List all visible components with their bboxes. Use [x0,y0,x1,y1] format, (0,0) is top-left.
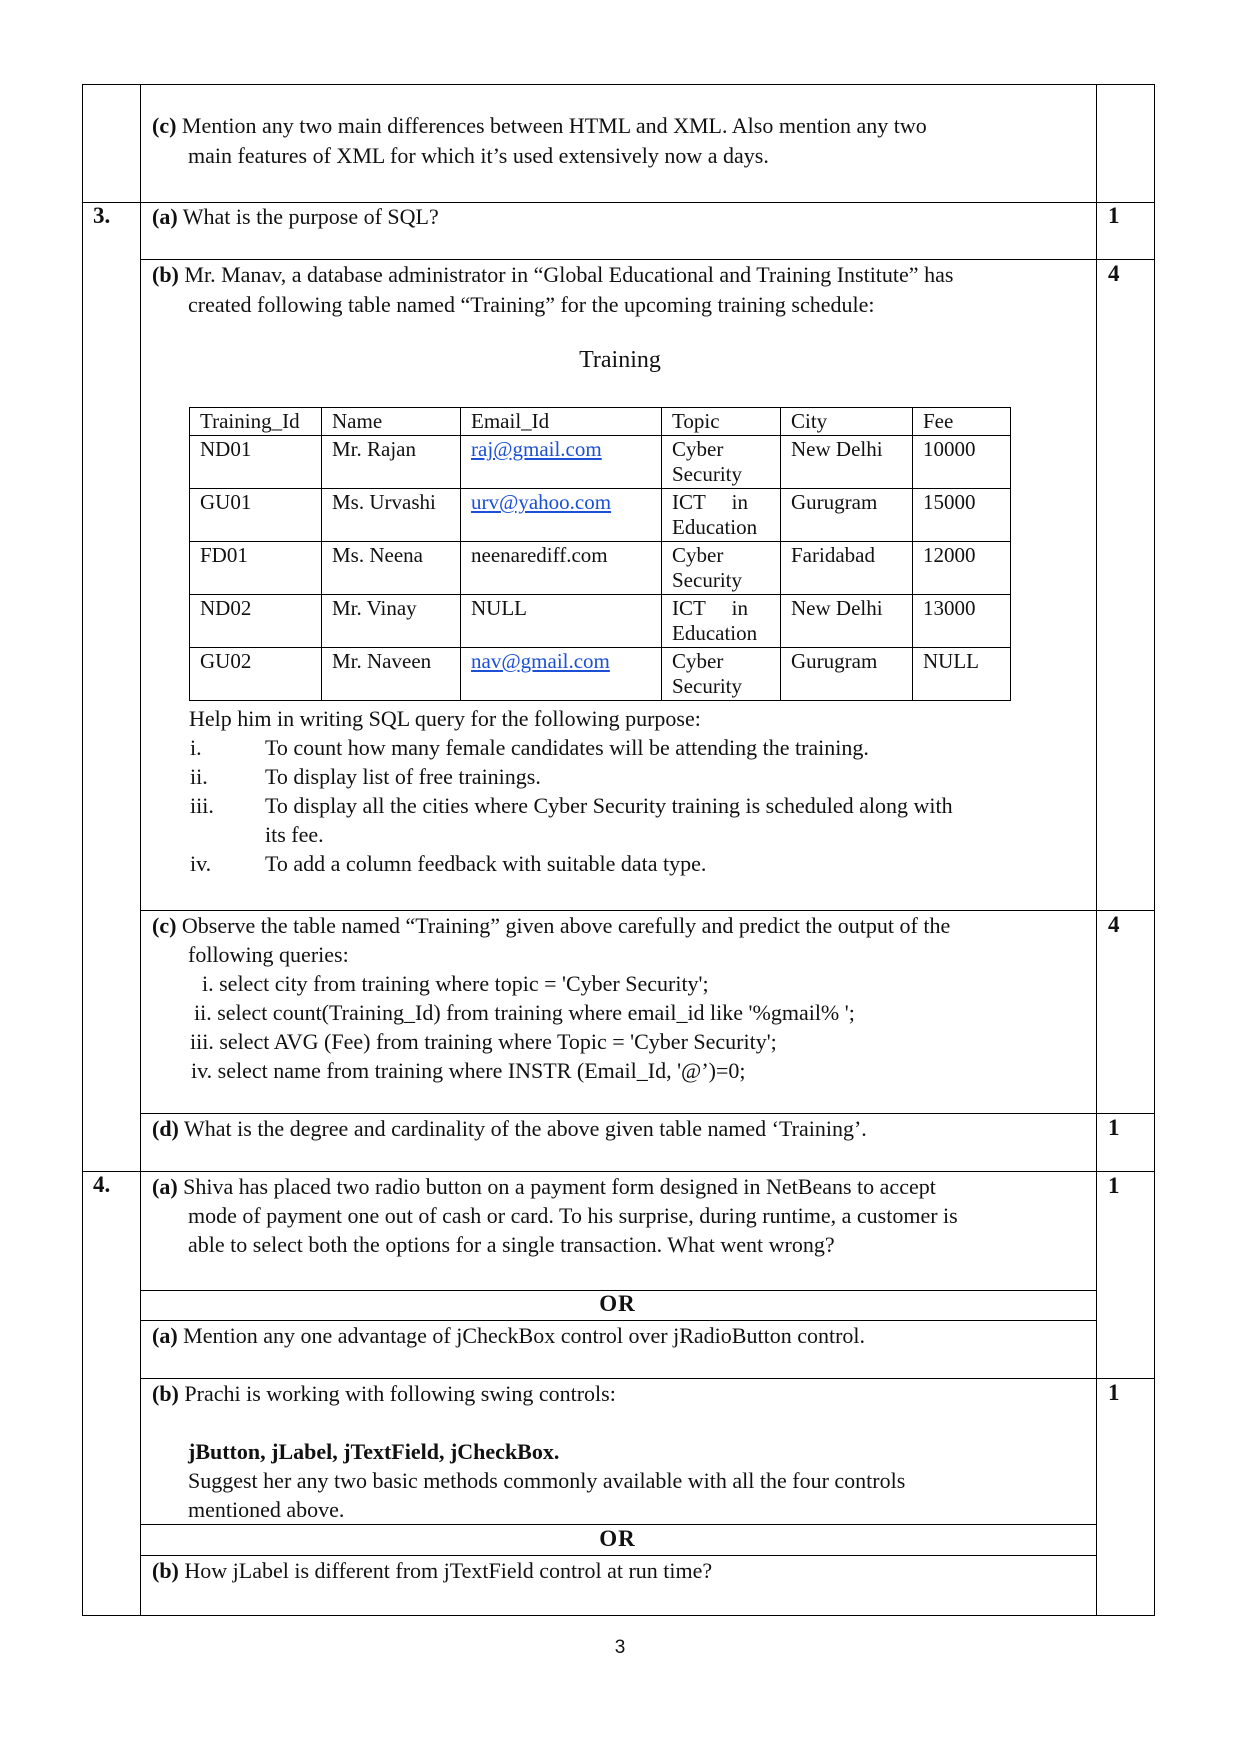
cell-email: NULL [461,595,662,648]
header-topic: Topic [662,408,781,436]
q4a-line2: mode of payment one out of cash or card. To his surprise, during runtime, a customer is [188,1203,958,1228]
q3a-text: What is the purpose of SQL? [182,204,439,229]
list-item-text: To add a column feedback with suitable data type. [265,851,707,876]
question-number-4: 4. [93,1172,111,1197]
topic-line1: ICT in [672,596,748,620]
or-separator: OR [599,1291,636,1316]
cell-city: Faridabad [781,542,913,595]
q3a-marks: 1 [1108,203,1120,228]
topic-line1: Cyber [672,437,724,461]
q4b-controls: jButton, jLabel, jTextField, jCheckBox. [188,1439,560,1464]
cell-fee: 15000 [913,489,1011,542]
topic-line1: Cyber [672,543,724,567]
query-item: iv. select name from training where INSTR (Email_Id, '@’)=0; [191,1058,746,1083]
q3b-label: (b) [152,262,179,287]
q3c-line2: following queries: [188,942,349,967]
q4a-question [152,1172,1087,1201]
topic-line2: Education [672,515,758,539]
cell-topic [662,595,781,648]
q4b-question [152,1379,1087,1408]
topic-line1: ICT in [672,490,748,514]
question-number-3: 3. [93,203,111,228]
header-city: City [781,408,913,436]
topic-line1: Cyber [672,649,724,673]
cell-city: Gurugram [781,648,913,701]
cell-training-id: FD01 [190,542,322,595]
query-item: iii. select AVG (Fee) from training where Topic = 'Cyber Security'; [190,1029,777,1054]
table-row [190,489,1011,542]
cell-training-id: ND01 [190,436,322,489]
column-divider-left [140,84,141,1616]
cell-email [461,489,662,542]
q3d-question [152,1114,1087,1143]
q4a-alt-question [152,1321,1087,1350]
topic-line2: Education [672,621,758,645]
q4b-line1: Prachi is working with following swing controls: [184,1381,616,1406]
q4a-line1: Shiva has placed two radio button on a payment form designed in NetBeans to accept [183,1174,936,1199]
cell-training-id: GU02 [190,648,322,701]
cell-email [461,648,662,701]
cell-city: New Delhi [781,436,913,489]
cell-city: New Delhi [781,595,913,648]
q3d-label: (d) [152,1116,179,1141]
list-item-number: iv. [190,851,212,876]
q3b-question [152,260,1087,289]
cell-city: Gurugram [781,489,913,542]
list-item-number: ii. [190,764,208,789]
q3a-question [152,202,1087,231]
cell-topic [662,489,781,542]
cell-training-id: GU01 [190,489,322,542]
topic-line2: Security [672,462,742,486]
q4a-alt-text: Mention any one advantage of jCheckBox control over jRadioButton control. [183,1323,866,1348]
email-link[interactable]: nav@gmail.com [471,649,610,673]
header-training-id: Training_Id [190,408,322,436]
table-row [190,595,1011,648]
q4b-marks: 1 [1108,1380,1120,1405]
cell-fee: 12000 [913,542,1011,595]
list-item-text: To display all the cities where Cyber Security training is scheduled along with [265,793,953,818]
cell-name: Mr. Vinay [322,595,461,648]
q3c-label: (c) [152,913,177,938]
list-item-number: i. [190,735,202,760]
q2c-line2: main features of XML for which it’s used extensively now a days. [188,143,769,168]
q3b-marks: 4 [1108,261,1120,286]
q3d-text: What is the degree and cardinality of the above given table named ‘Training’. [184,1116,867,1141]
q4a-line3: able to select both the options for a single transaction. What went wrong? [188,1232,835,1257]
row-separator [140,1524,1096,1525]
topic-line2: Security [672,674,742,698]
q2c-label: (c) [152,113,177,138]
q4b-line2: Suggest her any two basic methods commonly available with all the four controls [188,1468,906,1493]
header-name: Name [322,408,461,436]
query-item: i. select city from training where topic = 'Cyber Security'; [202,971,709,996]
cell-fee: 13000 [913,595,1011,648]
cell-topic [662,436,781,489]
cell-name: Mr. Naveen [322,648,461,701]
q2c-question [152,111,1087,140]
email-link[interactable]: raj@gmail.com [471,437,602,461]
cell-topic [662,542,781,595]
cell-fee: NULL [913,648,1011,701]
q3c-question [152,911,1087,940]
table-row [190,542,1011,595]
header-fee: Fee [913,408,1011,436]
q4b-line3: mentioned above. [188,1497,345,1522]
cell-training-id: ND02 [190,595,322,648]
table-header-row [190,408,1011,436]
q4b-alt-label: (b) [152,1558,179,1583]
q3c-marks: 4 [1108,912,1120,937]
list-item-text-cont: its fee. [265,822,324,847]
q4a-marks: 1 [1108,1173,1120,1198]
q4a-alt-label: (a) [152,1323,178,1348]
header-email-id: Email_Id [461,408,662,436]
cell-topic [662,648,781,701]
cell-fee: 10000 [913,436,1011,489]
q3b-help-text: Help him in writing SQL query for the following purpose: [189,706,701,731]
cell-name: Mr. Rajan [322,436,461,489]
topic-line2: Security [672,568,742,592]
cell-name: Ms. Urvashi [322,489,461,542]
email-link[interactable]: urv@yahoo.com [471,490,612,514]
cell-email: neenarediff.com [461,542,662,595]
column-divider-right [1096,84,1097,1616]
q3d-marks: 1 [1108,1115,1120,1140]
list-item-text: To count how many female candidates will be attending the training. [265,735,869,760]
list-item-text: To display list of free trainings. [265,764,541,789]
table-row [190,436,1011,489]
list-item-number: iii. [190,793,214,818]
q3a-label: (a) [152,204,178,229]
q2c-line1: Mention any two main differences between HTML and XML. Also mention any two [181,113,927,138]
q3c-line1: Observe the table named “Training” given above carefully and predict the output of the [181,913,951,938]
cell-email [461,436,662,489]
q3b-line2: created following table named “Training” for the upcoming training schedule: [188,292,875,317]
training-table [189,407,1011,701]
table-caption: Training [579,347,661,373]
query-item: ii. select count(Training_Id) from training where email_id like '%gmail% '; [194,1000,855,1025]
q3b-line1: Mr. Manav, a database administrator in “Global Educational and Training Institute” has [184,262,954,287]
page-number: 3 [614,1637,626,1658]
q4b-alt-text: How jLabel is different from jTextField control at run time? [184,1558,713,1583]
or-separator: OR [599,1526,636,1551]
q4b-label: (b) [152,1381,179,1406]
q4a-label: (a) [152,1174,178,1199]
q4b-alt-question [152,1556,1087,1585]
cell-name: Ms. Neena [322,542,461,595]
table-row [190,648,1011,701]
